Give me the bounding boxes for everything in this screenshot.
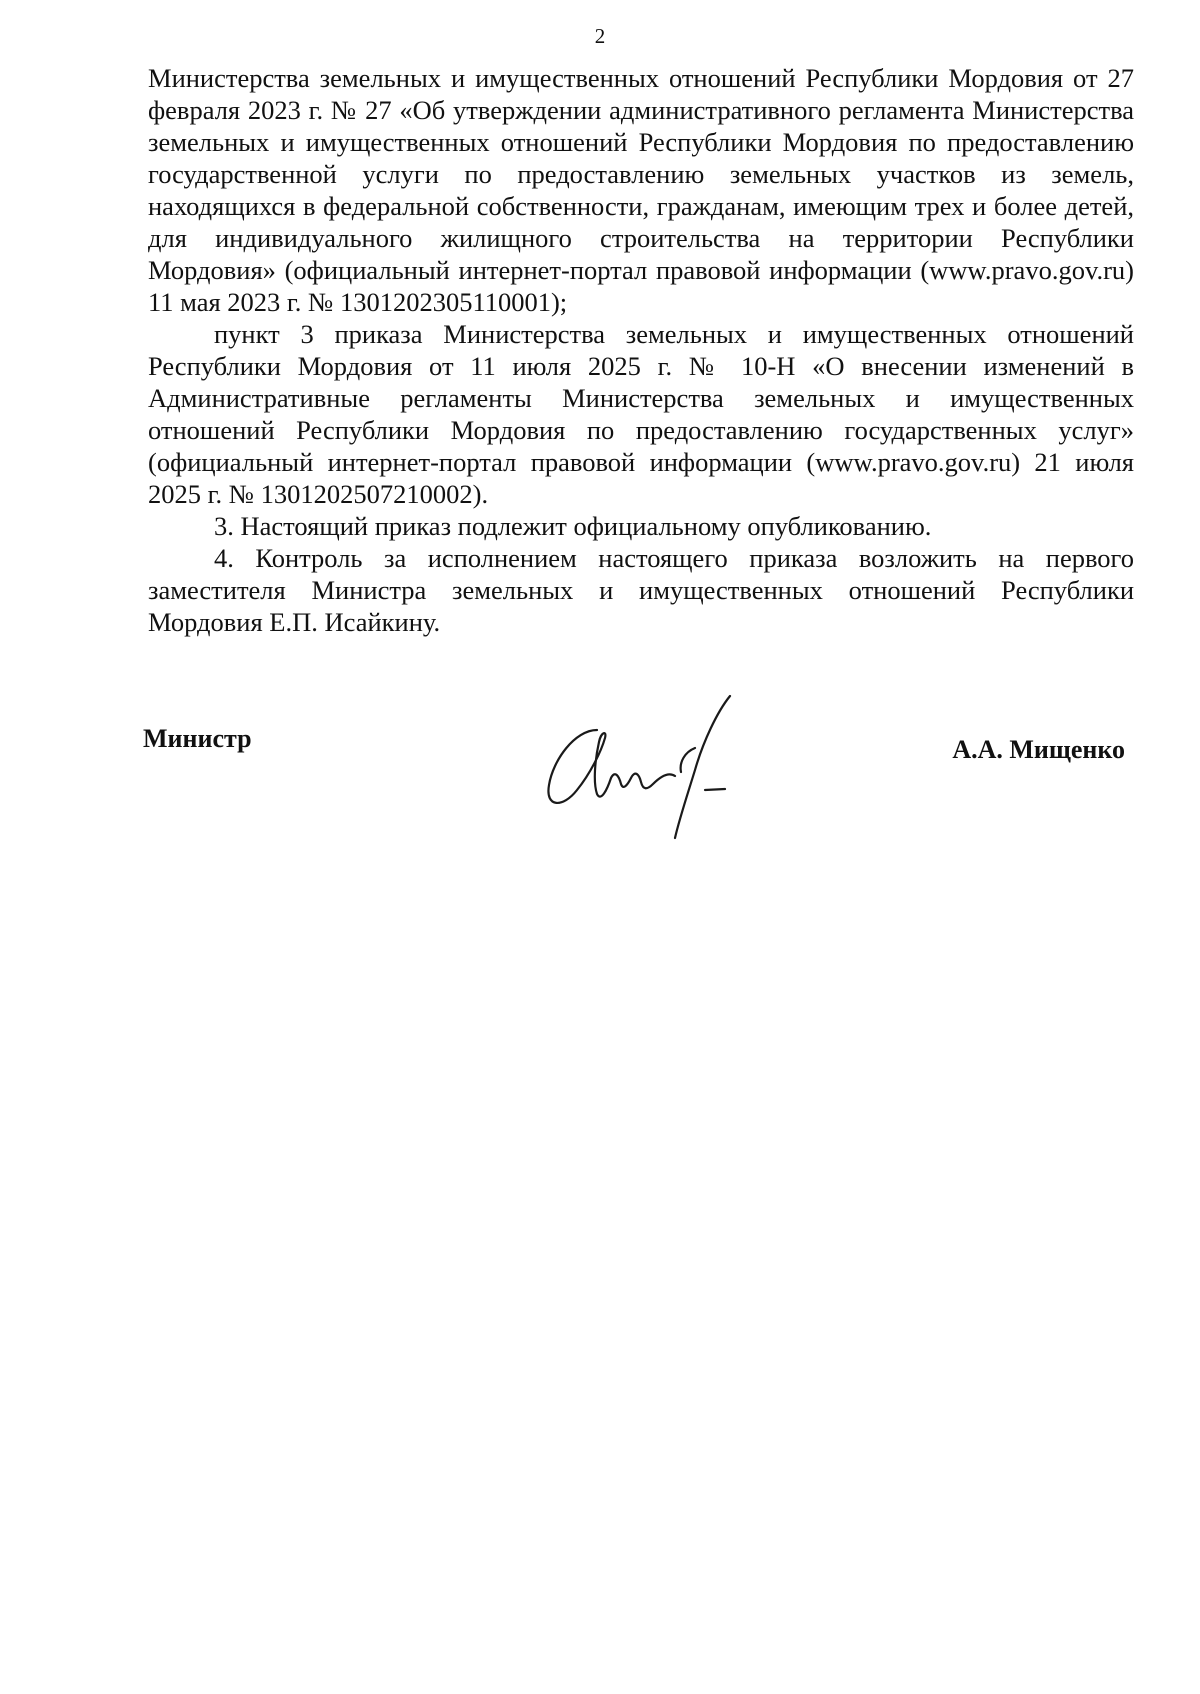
signatory-name: А.А. Мищенко bbox=[952, 735, 1125, 764]
paragraph-continuation: Министерства земельных и имущественных отношений Республики Мордовия от 27 февраля 2023 г. № 27 «Об утверждении административного регламента Министерства земельных и имущественных отношений Республики Мордовия по предоставлению государственной услуги по предоставлению земельных участков из земель, находящихся в федеральной собственности, гражданам, имеющим трех и более детей, для индивидуального жилищного строительства на территории Республики Мордовия» (официальный интернет-портал правовой информации (www.pravo.gov.ru) 11 мая 2023 г. № 1301202305110001); bbox=[148, 63, 1134, 317]
document-body bbox=[148, 62, 1134, 638]
signature-block bbox=[0, 690, 1200, 850]
handwritten-signature bbox=[535, 690, 765, 840]
signatory-title: Министр bbox=[143, 724, 252, 753]
page-number: 2 bbox=[594, 24, 606, 48]
paragraph-control: 4. Контроль за исполнением настоящего приказа возложить на первого заместителя Министра земельных и имущественных отношений Республики Мордовия Е.П. Исайкину. bbox=[148, 543, 1134, 637]
paragraph-publication: 3. Настоящий приказ подлежит официальному опубликованию. bbox=[214, 511, 932, 541]
paragraph-item-3: пункт 3 приказа Министерства земельных и имущественных отношений Республики Мордовия от 11 июля 2025 г. № 10-Н «О внесении изменений в Административные регламенты Министерства земельных и имущественных отношений Республики Мордовия по предоставлению государственных услуг» (официальный интернет-портал правовой информации (www.pravo.gov.ru) 21 июля 2025 г. № 1301202507210002). bbox=[148, 319, 1134, 509]
